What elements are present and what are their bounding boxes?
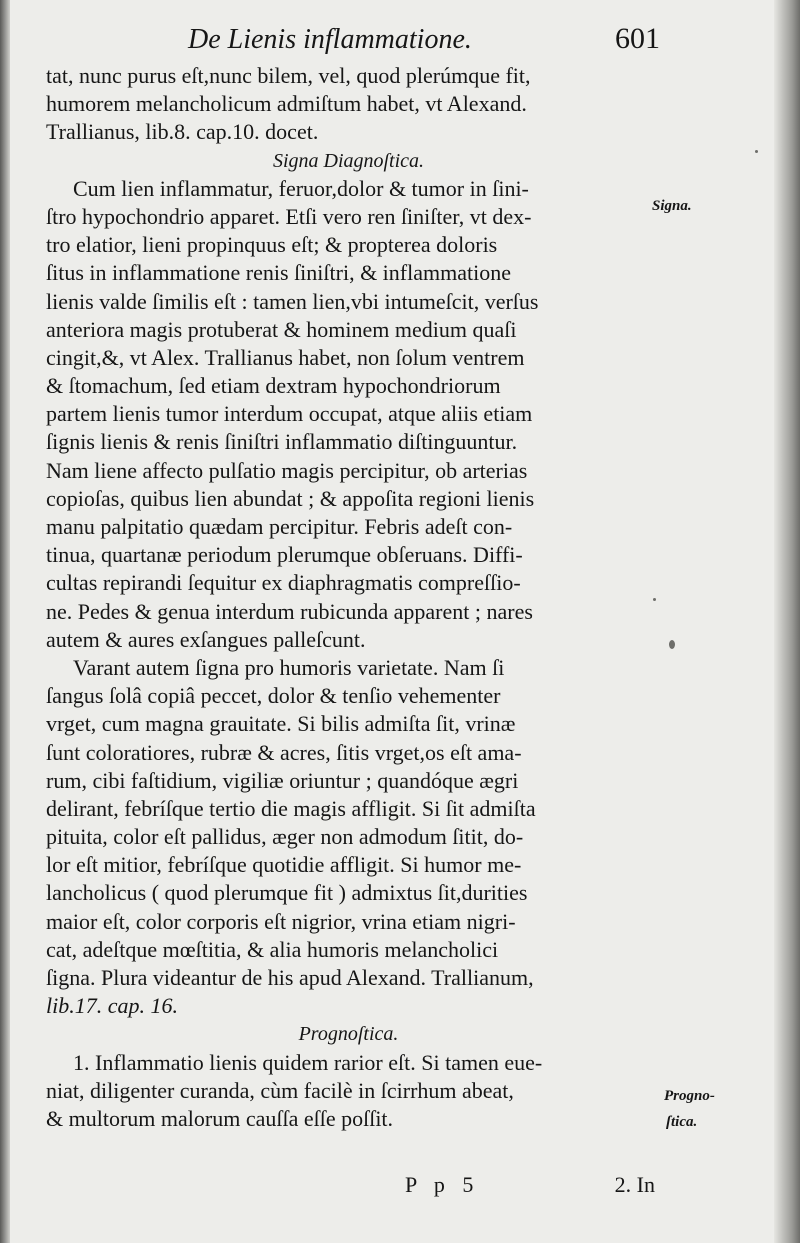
- text-line: Trallianus, lib.8. cap.10. docet.: [46, 119, 319, 145]
- text-line: Varant autem ſigna pro humoris varietate. Nam ſi: [73, 654, 505, 680]
- text-line: humorem melancholicum admiſtum habet, vt Alexand.: [46, 91, 527, 117]
- margin-note-signa: Signa.: [652, 198, 692, 214]
- text-line: tro elatior, lieni propinquus eſt; & propterea doloris: [46, 232, 498, 258]
- ink-speck: [669, 640, 675, 649]
- text-line: lienis valde ſimilis eſt : tamen lien,vbi intumeſcit, verſus: [46, 288, 539, 314]
- text-line: delirant, febríſque tertio die magis affligit. Si ſit admiſta: [46, 795, 536, 821]
- page-number: 601: [615, 22, 660, 55]
- text-line: & multorum malorum cauſſa eſſe poſſit.: [46, 1105, 394, 1131]
- ink-speck: [755, 150, 758, 153]
- text-line: vrget, cum magna grauitate. Si bilis admiſta ſit, vrinæ: [46, 711, 516, 737]
- text-line: tat, nunc purus eſt,nunc bilem, vel, quod plerúmque fit,: [46, 63, 531, 88]
- text-line: anteriora magis protuberat & hominem medium quaſi: [46, 316, 517, 342]
- text-line: Cum lien inflammatur, feruor,dolor & tumor in ſini-: [73, 175, 529, 201]
- section-heading: Prognoſtica.: [298, 1023, 399, 1046]
- text-line: autem & aures exſangues palleſcunt.: [46, 626, 366, 652]
- text-line: ſtro hypochondrio apparet. Etſi vero ren ſiniſter, vt dex-: [46, 203, 532, 229]
- page-gutter-shadow: [0, 0, 10, 1243]
- section-heading: Signa Diagnoſtica.: [272, 149, 425, 172]
- text-line: rum, cibi faſtidium, vigiliæ oriuntur ; quandóque ægri: [46, 767, 519, 793]
- text-line: lancholicus ( quod plerumque fit ) admixtus ſit,durities: [46, 880, 528, 906]
- text-line: pituita, color eſt pallidus, æger non admodum ſitit, do-: [46, 824, 524, 850]
- text-line: manu palpitatio quædam percipitur. Febris adeſt con-: [46, 514, 513, 539]
- text-line: ne. Pedes & genua interdum rubicunda apparent ; nares: [46, 598, 533, 624]
- text-line: ſangus ſolâ copiâ peccet, dolor & tenſio vehementer: [46, 683, 501, 709]
- text-line: cingit,&, vt Alex. Trallianus habet, non ſolum ventrem: [46, 344, 525, 370]
- ink-speck: [653, 598, 656, 601]
- page-edge-shadow: [774, 0, 800, 1243]
- text-line: ſigna. Plura videantur de his apud Alexand. Trallianum,: [46, 965, 534, 990]
- text-line: maior eſt, color corporis eſt nigrior, vrina etiam nigri-: [46, 908, 516, 934]
- body-text: [46, 62, 651, 1133]
- text-line: 1. Inflammatio lienis quidem rarior eſt. Si tamen eue-: [73, 1049, 543, 1075]
- text-line: lib.17. cap. 16.: [46, 993, 178, 1019]
- catchword: 2. In: [614, 1172, 655, 1197]
- text-line: ſunt coloratiores, rubræ & acres, ſitis vrget,os eſt ama-: [46, 739, 522, 765]
- text-line: copioſas, quibus lien abundat ; & appoſita regioni lienis: [46, 485, 535, 511]
- margin-note-prognostica-2: ſtica.: [666, 1114, 698, 1130]
- text-line: ſitus in inflammatione renis ſiniſtri, & inflammatione: [46, 260, 511, 286]
- page-header: [150, 20, 660, 60]
- text-line: cultas repirandi ſequitur ex diaphragmatis compreſſio-: [46, 570, 521, 596]
- text-line: ſignis lienis & renis ſiniſtri inflammatio diſtinguuntur.: [46, 429, 518, 455]
- text-line: & ſtomachum, ſed etiam dextram hypochondriorum: [46, 373, 501, 399]
- text-line: niat, diligenter curanda, cùm facilè in ſcirrhum abeat,: [46, 1077, 514, 1103]
- text-line: Nam liene affecto pulſatio magis percipitur, ob arterias: [46, 457, 528, 483]
- signature-line: [405, 1172, 655, 1202]
- text-line: tinua, quartanæ periodum plerumque obſeruans. Diffi-: [46, 542, 523, 568]
- text-line: partem lienis tumor interdum occupat, atque aliis etiam: [46, 401, 533, 427]
- text-line: lor eſt mitior, febríſque quotidie affligit. Si humor me-: [46, 852, 522, 878]
- signature-mark: P p 5: [405, 1172, 480, 1197]
- text-line: cat, adeſtque mœſtitia, & alia humoris melancholici: [46, 936, 499, 962]
- running-head: De Lienis inflammatione.: [188, 24, 472, 55]
- margin-note-prognostica-1: Progno-: [664, 1088, 715, 1104]
